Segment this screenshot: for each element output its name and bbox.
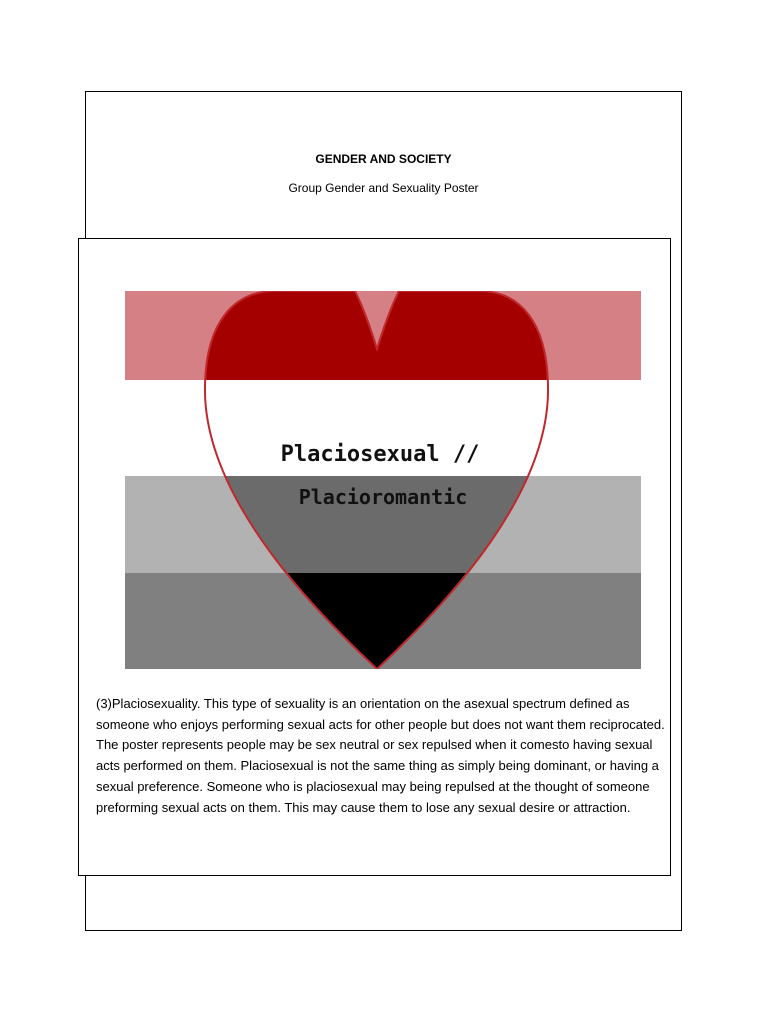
poster-image [125,291,641,669]
placiosexual-poster [125,291,641,669]
poster-text-placiosexual: Placiosexual // [280,442,480,467]
poster-text-placioromantic: Placioromantic [298,485,468,509]
document-subtitle: Group Gender and Sexuality Poster [288,181,479,195]
document-title: GENDER AND SOCIETY [315,152,452,166]
caption-paragraph: (3)Placiosexuality. This type of sexuality is an orientation on the asexual spectrum defined as someone who enjoys performing sexual acts for other people but does not want them reciprocated. The poster represents people may be sex neutral or sex repulsed when it comesto having sexual acts performed on them. Placiosexual is not the same thing as simply being dominant, or having a sexual preference. Someone who is placiosexual may being repulsed at the thought of someone preforming sexual acts on them. This may cause them to lose any sexual desire or attraction. [96,696,665,815]
